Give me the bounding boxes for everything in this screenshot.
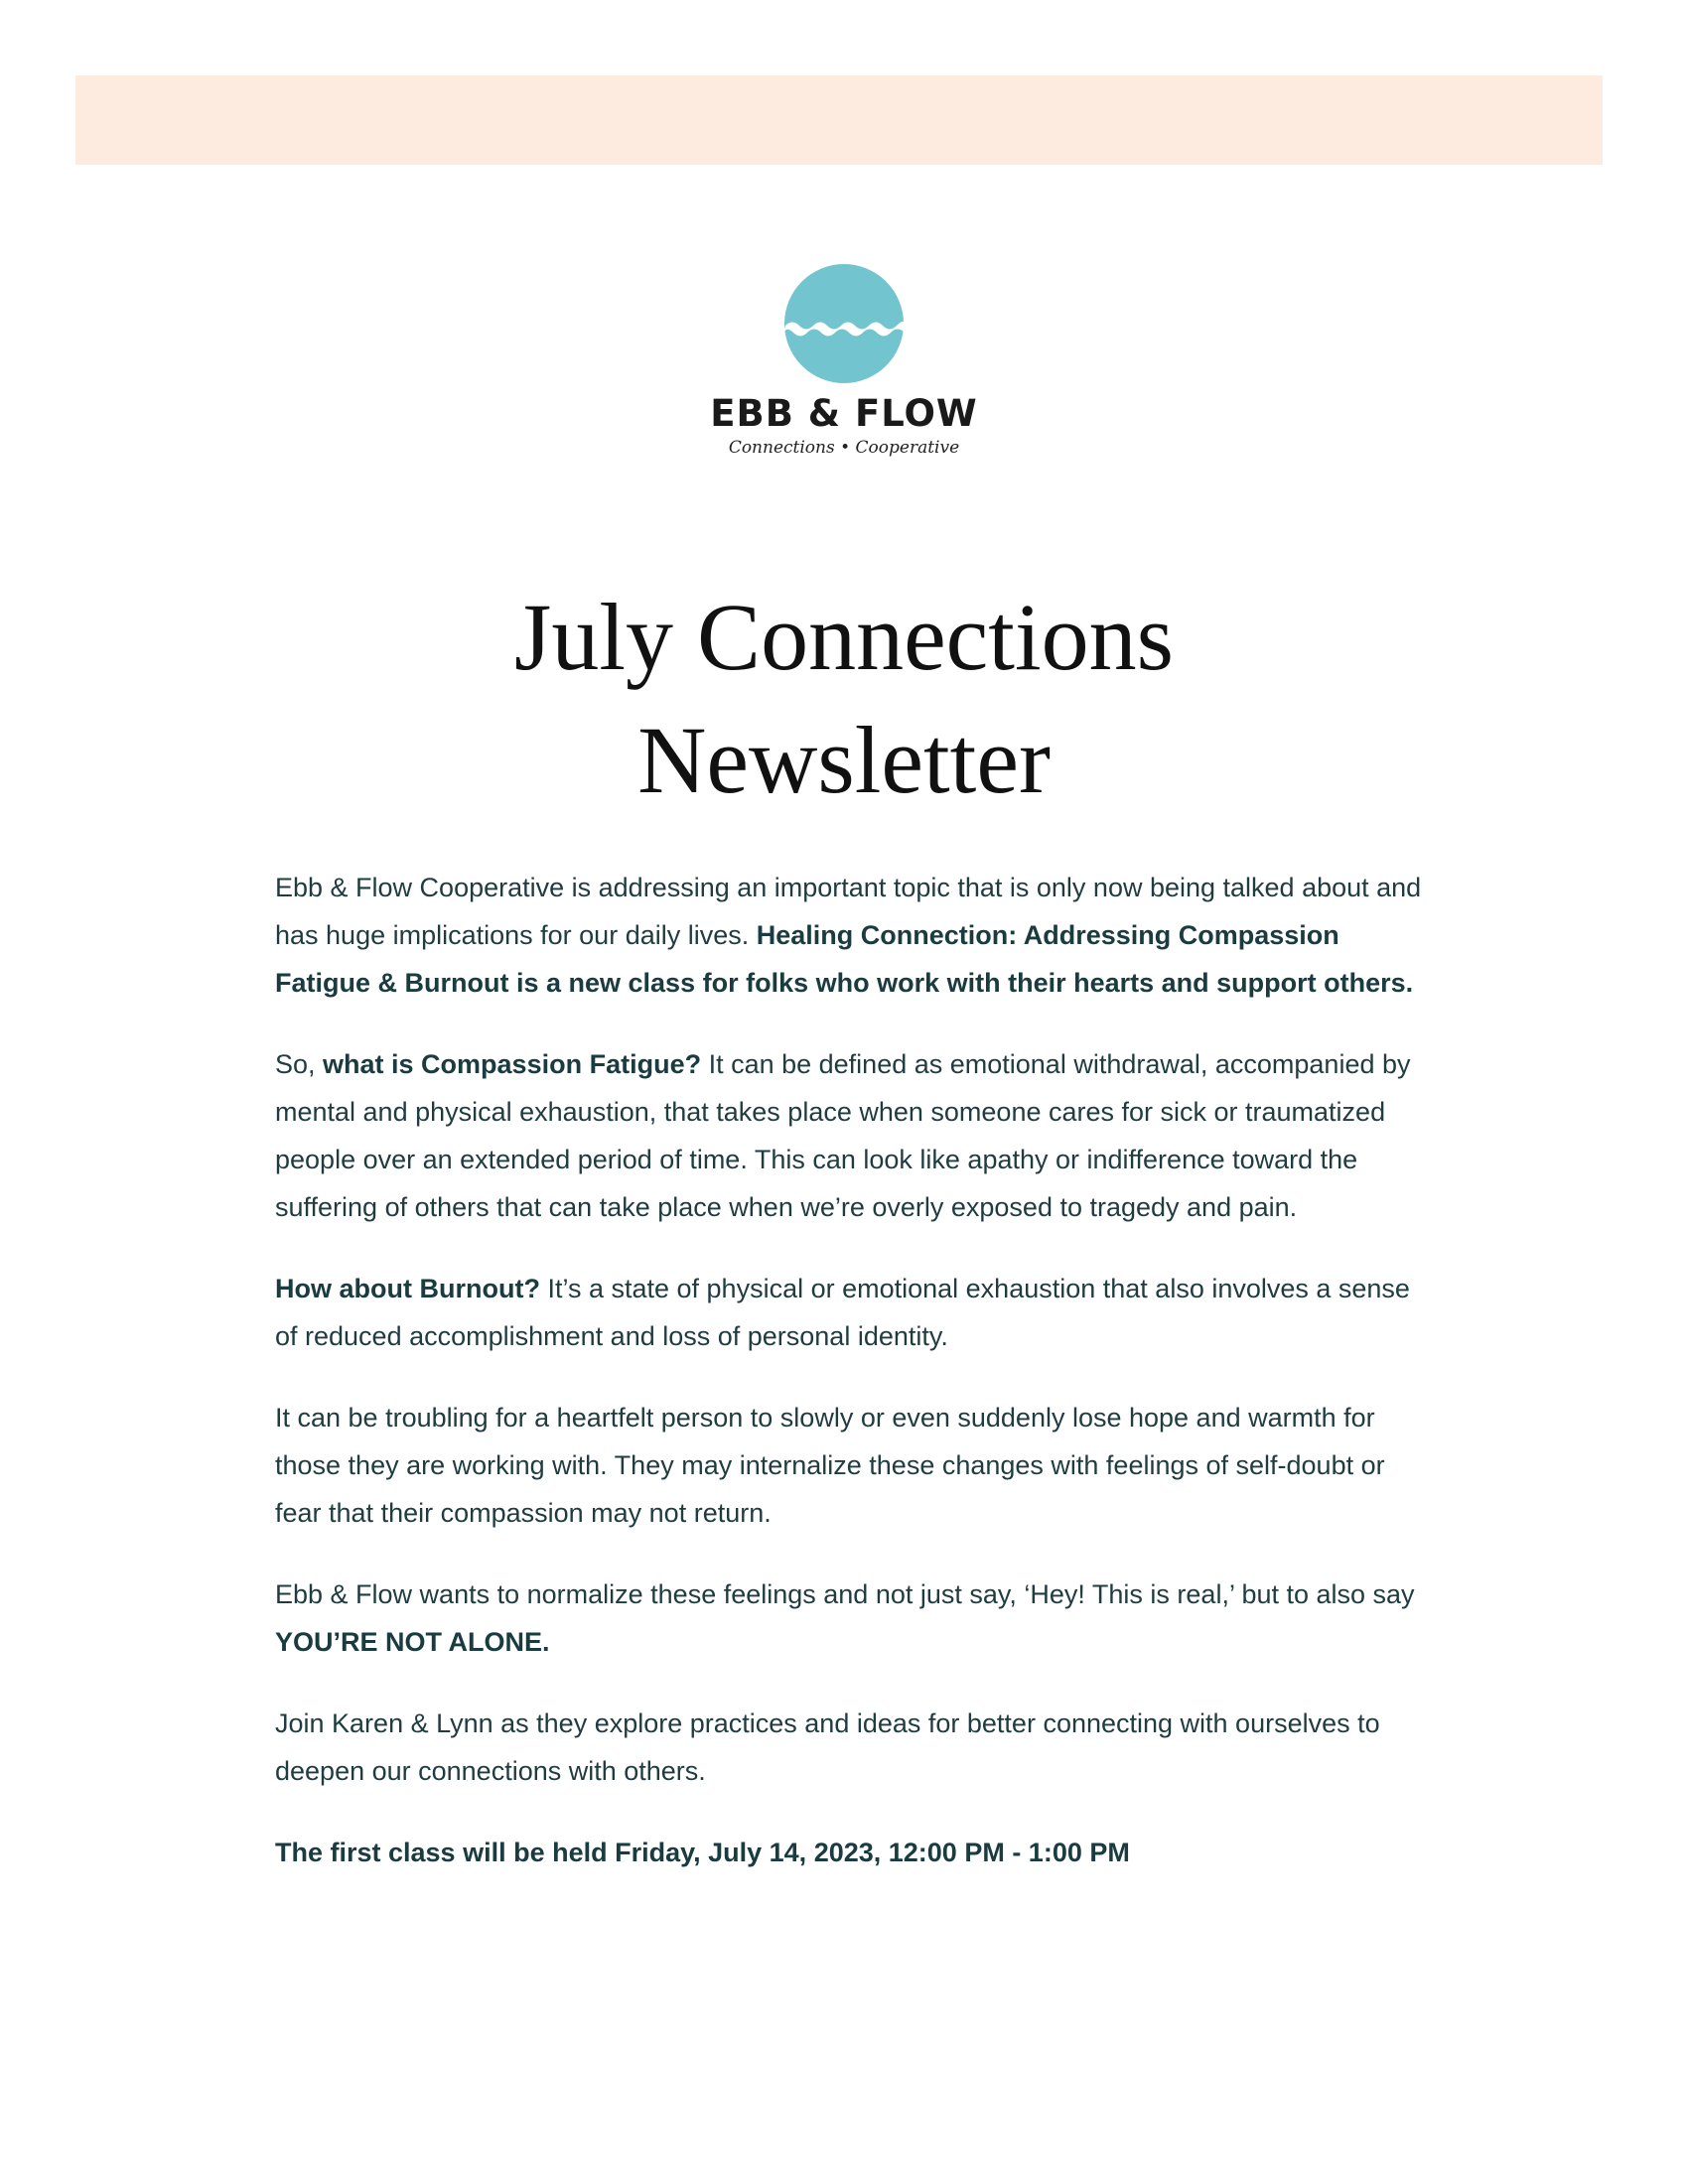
title-line-2: Newsletter bbox=[637, 707, 1051, 813]
paragraph-bold: The first class will be held Friday, July 14, 2023, 12:00 PM - 1:00 PM bbox=[275, 1838, 1130, 1867]
paragraph-text: Ebb & Flow Cooperative is addressing an important topic that is only now being talked about and has huge implications for our daily lives. bbox=[275, 873, 1422, 950]
newsletter-body bbox=[275, 864, 1427, 1910]
paragraph-not-alone bbox=[275, 1570, 1427, 1666]
logo bbox=[0, 263, 1688, 460]
paragraph-troubling bbox=[275, 1394, 1427, 1537]
paragraph-first-class bbox=[275, 1829, 1427, 1876]
paragraph-bold: what is Compassion Fatigue? bbox=[323, 1049, 702, 1079]
page-title bbox=[0, 576, 1688, 822]
paragraph-text: Ebb & Flow wants to normalize these feelings and not just say, ‘Hey! This is real,’ but to also say bbox=[275, 1579, 1415, 1609]
logo-name: EBB & FLOW bbox=[710, 392, 978, 435]
paragraph-burnout bbox=[275, 1265, 1427, 1360]
logo-tagline: Connections • Cooperative bbox=[728, 438, 960, 458]
paragraph-text: It’s a state of physical or emotional exhaustion that also involves a sense of reduced accomplishment and loss of personal identity. bbox=[275, 1274, 1410, 1351]
paragraph-text: It can be troubling for a heartfelt person to slowly or even suddenly lose hope and warmth for those they are working with. They may internalize these changes with feelings of self-doubt or fear that their compassion may not return. bbox=[275, 1403, 1385, 1528]
paragraph-intro bbox=[275, 864, 1427, 1007]
paragraph-compassion-fatigue bbox=[275, 1040, 1427, 1231]
paragraph-bold: How about Burnout? bbox=[275, 1274, 540, 1303]
wave-circle-logo-icon bbox=[783, 263, 905, 384]
paragraph-pre: So, bbox=[275, 1049, 324, 1079]
paragraph-bold: Healing Connection: Addressing Compassion Fatigue & Burnout is a new class for folks who work with their hearts and support others. bbox=[275, 920, 1414, 998]
title-line-1: July Connections bbox=[514, 584, 1174, 690]
paragraph-join bbox=[275, 1700, 1427, 1795]
paragraph-text: Join Karen & Lynn as they explore practices and ideas for better connecting with ourselves to deepen our connections with others. bbox=[275, 1708, 1380, 1786]
header-banner bbox=[75, 75, 1603, 165]
paragraph-bold: YOU’RE NOT ALONE. bbox=[275, 1627, 550, 1657]
paragraph-text: It can be defined as emotional withdrawal, accompanied by mental and physical exhaustion, that takes place when someone cares for sick or traumatized people over an extended period of time. This can look like apathy or indifference toward the suffering of others that can take place when we’re overly exposed to tragedy and pain. bbox=[275, 1049, 1411, 1222]
